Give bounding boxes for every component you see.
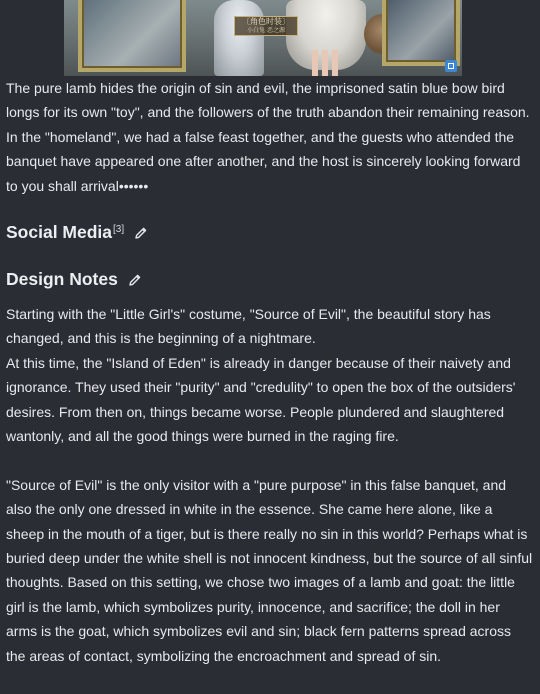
- portrait-frame-left: [78, 0, 186, 72]
- edit-pencil-icon[interactable]: [128, 273, 142, 287]
- banner-caption-sub: 小白兔·恶之源: [247, 28, 285, 34]
- design-notes-paragraph-3: "Source of Evil" is the only visitor with a "pure purpose" in this false banquet, and also the only one dressed in white in the essence. She came here alone, like a sheep in the mouth of a tiger, but is there really no sin in this world? Perhaps what is buried deep under the white shell is not innocent kindness, but the source of all sinful thoughts. Based on this setting, we chose two images of a lamb and goat: the little girl is the lamb, which symbolizes purity, innocence, and sacrifice; the doll in her arms is the goat, which symbolizes evil and sin; black fern patterns spread across the areas of contact, symbolizing the encroachment and spread of sin.: [6, 476, 533, 664]
- design-notes-heading: [6, 269, 142, 290]
- design-notes-paragraph-1: Starting with the "Little Girl's" costume, "Source of Evil", the beautiful story has changed, and this is the beginning of a nightmare.: [6, 306, 491, 347]
- reference-link[interactable]: [3]: [113, 224, 125, 235]
- banner-caption-title: 〔角色时装〕: [242, 17, 290, 26]
- expand-image-icon[interactable]: [445, 60, 457, 72]
- portrait-frame-right: [382, 0, 460, 66]
- banner-caption: [234, 16, 298, 36]
- story-paragraph: The pure lamb hides the origin of sin and evil, the imprisoned satin blue bow bird longs for its own "toy", and the followers of the truth abandon their remaining reason. In the "homeland", we had a false feast together, and the guests who attended the banquet have appeared one after another, and the host is sincerely looking forward to you shall arrival••••••: [6, 80, 530, 194]
- doll-figure: [214, 0, 264, 76]
- costume-banner-image[interactable]: [64, 0, 462, 76]
- social-media-heading: [6, 222, 148, 243]
- edit-pencil-icon[interactable]: [134, 226, 148, 240]
- girl-legs: [312, 50, 340, 76]
- social-media-heading-text: Social Media: [6, 222, 113, 242]
- design-notes-heading-text: Design Notes: [6, 269, 118, 289]
- design-notes-paragraph-2: At this time, the "Island of Eden" is already in danger because of their naivety and ignorance. They used their "purity" and "credulity" to open the box of the outsiders' desires. From then on, things became worse. People plundered and slaughtered wantonly, and all the good things were burned in the raging fire.: [6, 354, 516, 445]
